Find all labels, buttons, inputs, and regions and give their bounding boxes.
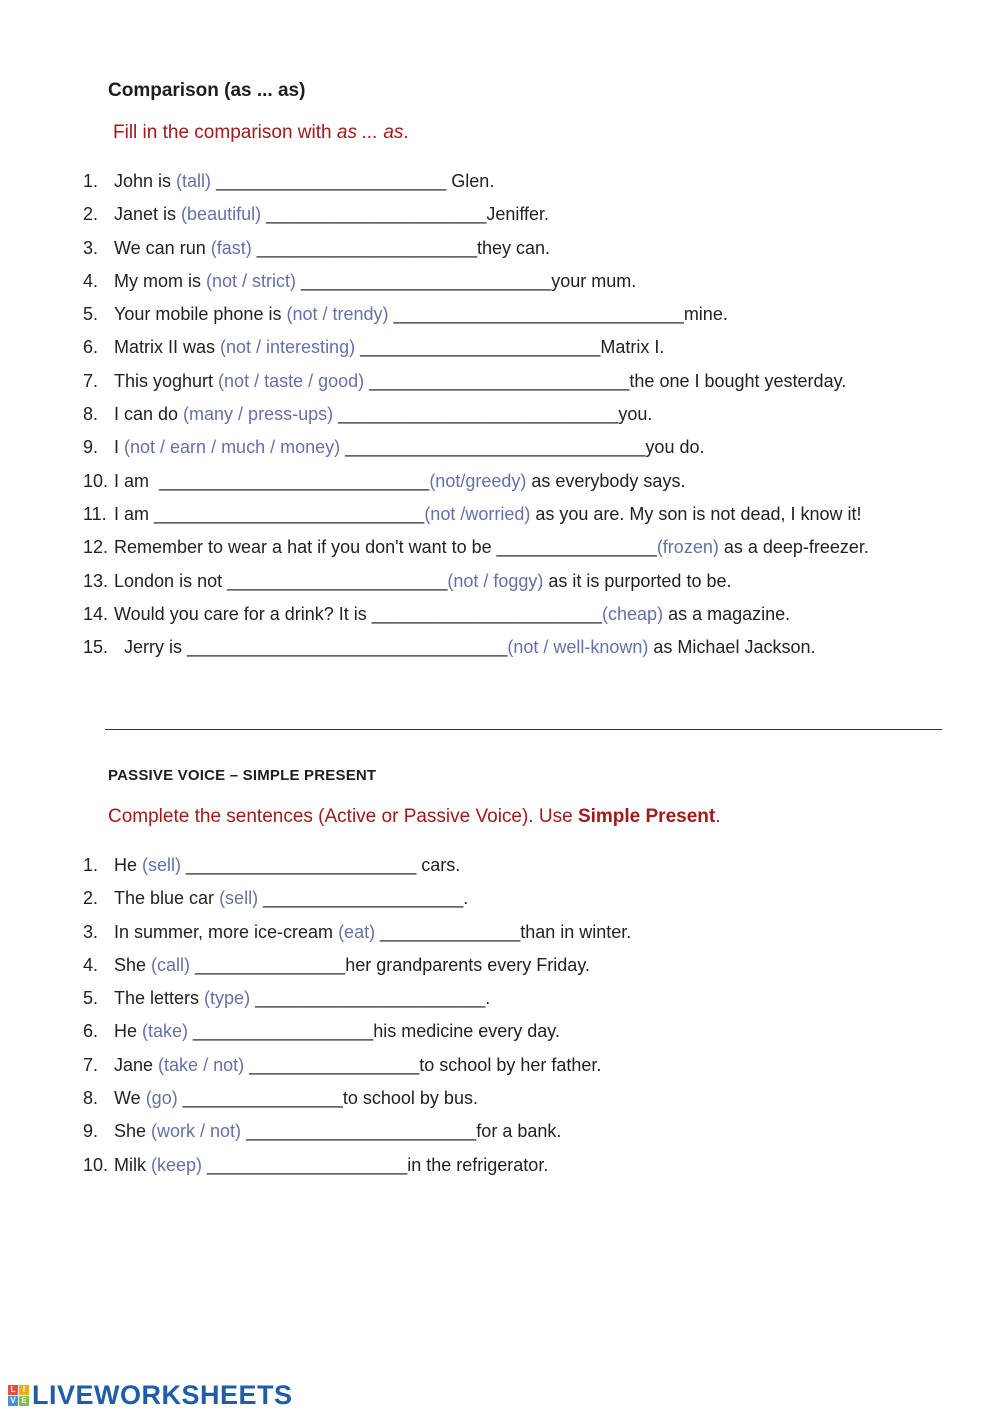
item-hint: (not / strict): [206, 270, 297, 291]
item-text-before[interactable]: I am ___________________________: [114, 503, 425, 524]
item-number: 6.: [83, 1021, 99, 1042]
exercise-item: [83, 170, 869, 203]
item-text-after: as a magazine.: [663, 603, 791, 624]
item-hint: (take): [142, 1021, 189, 1042]
item-number: 2.: [83, 888, 99, 909]
item-text-before[interactable]: I am ___________________________: [114, 470, 430, 491]
item-number: 7.: [83, 1054, 99, 1075]
section2-exercise-list: [83, 854, 631, 1187]
item-text-after[interactable]: ____________________.: [258, 888, 469, 909]
logo-mark-v: V: [8, 1396, 18, 1406]
item-text-before: She: [114, 954, 152, 975]
section1-instruction-em: as ... as: [336, 122, 404, 143]
item-hint: (keep): [151, 1154, 203, 1175]
item-text-after[interactable]: ______________than in winter.: [375, 921, 632, 942]
item-text-before: I can do: [114, 404, 184, 425]
exercise-item: [83, 403, 869, 436]
item-number: 3.: [83, 237, 99, 258]
item-text-before: Janet is: [114, 204, 182, 225]
item-text-before: Matrix II was: [114, 337, 221, 358]
item-number: 13.: [83, 570, 109, 591]
section2-instruction-prefix: Complete the sentences (Active or Passive Voice). Use: [108, 806, 578, 827]
item-text-after[interactable]: ________________________Matrix I.: [355, 337, 665, 358]
item-hint: (take / not): [158, 1054, 245, 1075]
exercise-item: [83, 470, 869, 503]
item-hint: (not / earn / much / money): [124, 437, 341, 458]
exercise-item: [83, 987, 631, 1020]
item-text-after[interactable]: _______________________for a bank.: [241, 1121, 562, 1142]
item-text-after[interactable]: __________________________the one I bought yesterday.: [364, 370, 847, 391]
item-number: 8.: [83, 1088, 99, 1109]
section2-instruction-suffix: .: [715, 806, 721, 827]
exercise-item: [83, 237, 869, 270]
item-number: 14.: [83, 603, 109, 624]
section1-instruction-prefix: Fill in the comparison with: [113, 122, 337, 143]
item-text-before[interactable]: Would you care for a drink? It is _______________________: [114, 603, 603, 624]
item-text-after[interactable]: __________________his medicine every day.: [188, 1021, 560, 1042]
item-number: 12.: [83, 537, 109, 558]
item-text-after[interactable]: _______________________.: [250, 988, 491, 1009]
exercise-item: [83, 1087, 631, 1120]
item-hint: (not / foggy): [447, 570, 544, 591]
item-number: 3.: [83, 921, 99, 942]
item-number: 10.: [83, 470, 109, 491]
exercise-item: [83, 1154, 631, 1187]
item-text-after[interactable]: ________________to school by bus.: [177, 1088, 478, 1109]
exercise-item: [83, 603, 869, 636]
exercise-item: [83, 921, 631, 954]
section1-instruction-suffix: .: [403, 122, 409, 143]
exercise-item: [83, 854, 631, 887]
item-text-before: This yoghurt: [114, 370, 219, 391]
item-number: 2.: [83, 204, 99, 225]
item-hint: (not / interesting): [220, 337, 356, 358]
logo-mark-i: I: [19, 1385, 29, 1395]
logo-mark-e: E: [19, 1396, 29, 1406]
item-text-after: as it is purported to be.: [543, 570, 732, 591]
item-number: 6.: [83, 337, 99, 358]
item-hint: (beautiful): [181, 204, 262, 225]
item-text-before: The blue car: [114, 888, 220, 909]
item-text-after: as a deep-freezer.: [718, 537, 869, 558]
item-hint: (sell): [142, 855, 182, 875]
section1-title: Comparison (as ... as): [108, 80, 306, 101]
section2-instruction-bold: Simple Present: [577, 806, 716, 827]
exercise-item: [83, 536, 869, 569]
item-hint: (work / not): [151, 1121, 242, 1142]
item-text-after[interactable]: _______________________ Glen.: [211, 171, 495, 191]
item-text-before: She: [114, 1121, 152, 1142]
item-number: 5.: [83, 988, 99, 1009]
item-number: 5.: [83, 304, 99, 325]
item-text-before[interactable]: Jerry is ________________________________: [114, 637, 508, 658]
exercise-item: [83, 303, 869, 336]
item-text-after[interactable]: _______________________ cars.: [181, 855, 461, 875]
item-number: 9.: [83, 437, 99, 458]
item-number: 9.: [83, 1121, 99, 1142]
section1-instruction: [113, 122, 409, 144]
item-hint: (go): [145, 1088, 178, 1109]
section2-instruction: [108, 806, 721, 828]
item-number: 1.: [83, 171, 99, 191]
item-text-after: as you are. My son is not dead, I know it!: [530, 503, 862, 524]
item-hint: (not / taste / good): [218, 370, 365, 391]
section-divider: [105, 729, 942, 730]
item-text-before: Jane: [114, 1054, 159, 1075]
item-hint: (call): [151, 954, 191, 975]
item-text-before: John is: [114, 171, 177, 191]
item-text-after[interactable]: ______________________Jeniffer.: [261, 204, 550, 225]
logo-text: LIVEWORKSHEETS: [32, 1379, 293, 1410]
item-text-before: My mom is: [114, 270, 206, 291]
item-text-after[interactable]: ______________________they can.: [251, 237, 551, 258]
item-text-after[interactable]: ____________________________you.: [333, 404, 653, 425]
section2-title: PASSIVE VOICE – SIMPLE PRESENT: [108, 767, 377, 784]
item-text-before: In summer, more ice-cream: [114, 921, 339, 942]
item-text-after[interactable]: _________________________your mum.: [296, 270, 637, 291]
logo-mark-l: L: [8, 1385, 18, 1395]
item-text-after: as everybody says.: [526, 470, 686, 491]
item-text-before: The letters: [114, 988, 205, 1009]
item-hint: (type): [204, 988, 251, 1009]
item-text-before: Your mobile phone is: [114, 304, 287, 325]
item-number: 15.: [83, 637, 109, 658]
exercise-item: [83, 1054, 631, 1087]
item-hint: (not/greedy): [429, 470, 527, 491]
item-number: 10.: [83, 1154, 109, 1175]
item-text-before: I: [114, 437, 125, 458]
item-text-before: He: [114, 855, 143, 875]
exercise-item: [83, 203, 869, 236]
item-hint: (not / well-known): [507, 637, 649, 658]
item-text-before[interactable]: Remember to wear a hat if you don't want to be ________________: [114, 537, 657, 558]
exercise-item: [83, 1020, 631, 1053]
exercise-item: [83, 370, 869, 403]
item-hint: (eat): [338, 921, 376, 942]
item-text-before: We can run: [114, 237, 211, 258]
item-text-after: as Michael Jackson.: [648, 637, 816, 658]
exercise-item: [83, 503, 869, 536]
item-number: 11.: [83, 503, 107, 524]
item-text-before: Milk: [114, 1154, 151, 1175]
item-hint: (tall): [176, 171, 212, 191]
item-number: 4.: [83, 270, 99, 291]
exercise-item: [83, 636, 869, 669]
item-text-before: He: [114, 1021, 143, 1042]
item-hint: (not / trendy): [286, 304, 389, 325]
item-hint: (frozen): [656, 537, 719, 558]
item-text-after[interactable]: _________________to school by her father.: [244, 1054, 602, 1075]
exercise-item: [83, 954, 631, 987]
item-text-after[interactable]: _______________her grandparents every Friday.: [190, 954, 590, 975]
item-number: 7.: [83, 370, 99, 391]
exercise-item: [83, 436, 869, 469]
item-hint: (sell): [219, 888, 259, 909]
item-text-before[interactable]: London is not ______________________: [114, 570, 448, 591]
item-hint: (many / press-ups): [183, 404, 334, 425]
exercise-item: [83, 336, 869, 369]
item-text-after[interactable]: _____________________________mine.: [388, 304, 728, 325]
liveworksheets-logo[interactable]: [8, 1380, 293, 1410]
item-hint: (cheap): [602, 603, 664, 624]
item-number: 8.: [83, 404, 99, 425]
item-number: 1.: [83, 855, 99, 875]
exercise-item: [83, 270, 869, 303]
item-hint: (not /worried): [424, 503, 531, 524]
exercise-item: [83, 887, 631, 920]
item-text-after[interactable]: ____________________in the refrigerator.: [202, 1154, 549, 1175]
item-number: 4.: [83, 954, 99, 975]
item-text-before: We: [114, 1088, 146, 1109]
exercise-item: [83, 1120, 631, 1153]
logo-mark-icon: [8, 1385, 29, 1406]
exercise-item: [83, 570, 869, 603]
section1-exercise-list: [83, 170, 869, 669]
item-hint: (fast): [210, 237, 252, 258]
item-text-after[interactable]: ______________________________you do.: [340, 437, 705, 458]
